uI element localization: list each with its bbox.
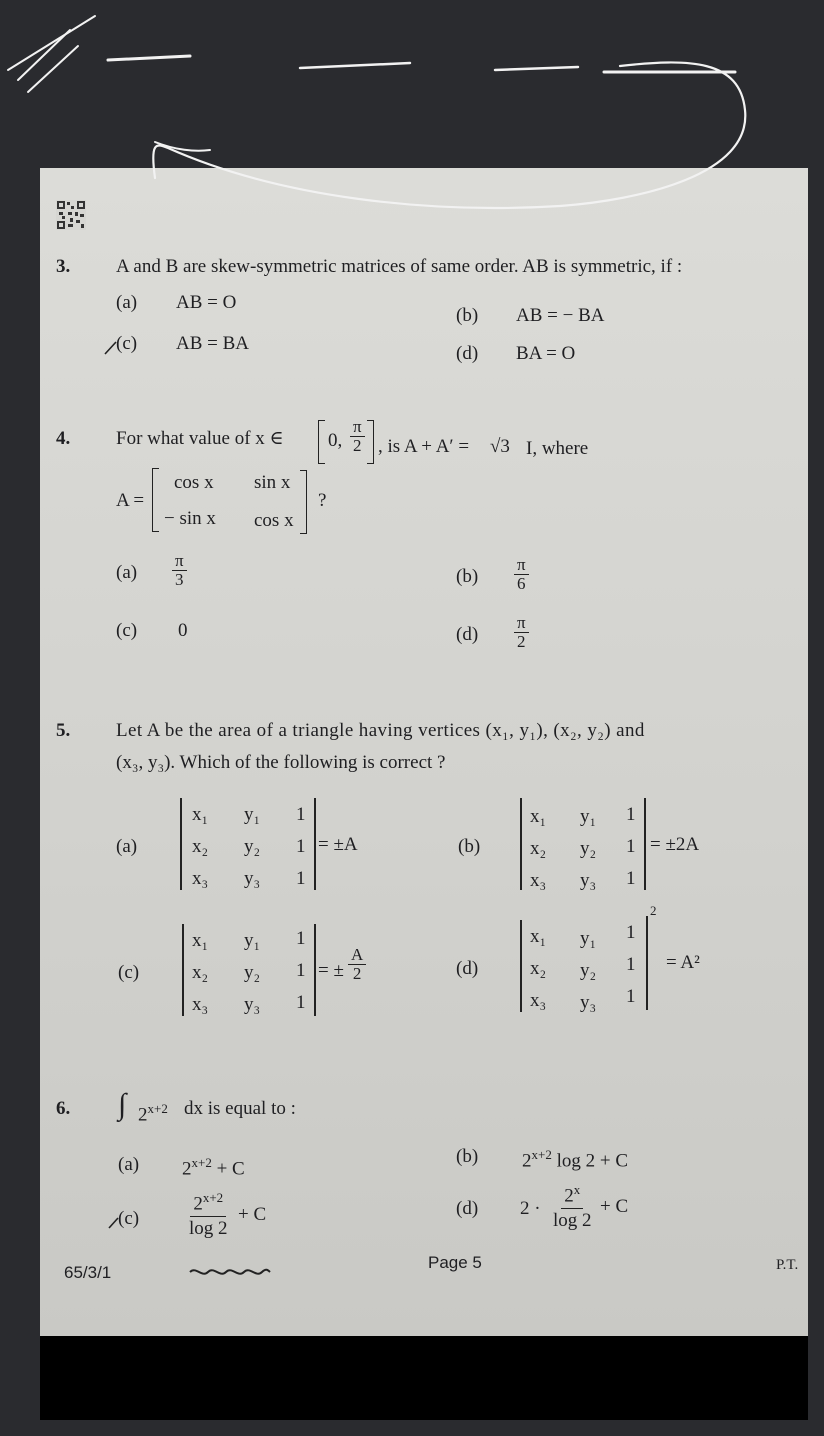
sqrt-three: √3 bbox=[490, 436, 510, 457]
det-cell: 1 bbox=[626, 836, 636, 857]
paper-code: 65/3/1 bbox=[64, 1263, 112, 1282]
det-cell: 1 bbox=[296, 836, 306, 857]
det-cell: 1 bbox=[296, 992, 306, 1013]
please-turn-over: P.T. bbox=[776, 1257, 799, 1273]
option-prefix: 2 · bbox=[520, 1198, 541, 1219]
det-cell: x₃ bbox=[192, 868, 209, 889]
det-cell: y₂ bbox=[580, 838, 597, 859]
det-cell: x₂ bbox=[530, 838, 547, 859]
det-cell: x₃ bbox=[530, 990, 547, 1011]
option-base: 2 bbox=[522, 1150, 532, 1172]
option-text: 0 bbox=[178, 620, 188, 641]
determinant-bar bbox=[314, 798, 316, 890]
det-cell: 1 bbox=[626, 868, 636, 889]
option-label: (b) bbox=[458, 836, 481, 857]
det-cell: 1 bbox=[626, 986, 636, 1007]
option-text bbox=[522, 1144, 628, 1172]
option-label: (d) bbox=[456, 624, 479, 645]
determinant-bar bbox=[314, 924, 316, 1016]
option-label: (b) bbox=[456, 1146, 479, 1167]
det-cell: 1 bbox=[296, 960, 306, 981]
determinant-bar bbox=[182, 924, 184, 1016]
pen-tick-mark bbox=[104, 340, 118, 356]
fraction-numerator: π bbox=[350, 418, 365, 437]
integral-sign: ∫ bbox=[118, 1088, 127, 1121]
integrand-exponent: x+2 bbox=[147, 1101, 168, 1116]
option-fraction bbox=[172, 552, 187, 589]
option-fraction bbox=[514, 614, 529, 651]
option-text: AB = − BA bbox=[516, 305, 605, 326]
fraction-numerator: π bbox=[514, 556, 529, 575]
fraction-denominator: 2 bbox=[517, 632, 526, 651]
matrix-cell: cos x bbox=[174, 472, 214, 493]
option-label: (d) bbox=[456, 343, 479, 364]
option-text: AB = BA bbox=[176, 333, 250, 354]
option-label: (c) bbox=[116, 333, 138, 354]
determinant-bar bbox=[180, 798, 182, 890]
option-exponent: x+2 bbox=[531, 1147, 552, 1162]
fraction-denominator: 2 bbox=[353, 436, 362, 455]
option-fraction bbox=[186, 1186, 231, 1241]
fraction-numerator bbox=[190, 1186, 226, 1217]
interval-end-fraction bbox=[350, 418, 365, 455]
option-label: (c) bbox=[118, 962, 140, 983]
det-cell: x₁ bbox=[530, 926, 547, 947]
option-label: (a) bbox=[118, 1154, 140, 1175]
option-label: (c) bbox=[118, 1208, 140, 1229]
question-text: Let A be the area of a triangle having vertices (x₁, y₁), (x₂, y₂) and bbox=[116, 720, 645, 741]
fraction-numerator-base: 2 bbox=[564, 1185, 574, 1207]
det-cell: x₁ bbox=[192, 804, 209, 825]
option-label: (c) bbox=[116, 620, 138, 641]
matrix-label: A = bbox=[116, 490, 145, 511]
det-cell: 1 bbox=[626, 954, 636, 975]
option-label: (d) bbox=[456, 958, 479, 979]
matrix-left-bracket bbox=[152, 468, 159, 532]
option-label: (d) bbox=[456, 1198, 479, 1219]
matrix-cell: sin x bbox=[254, 472, 291, 493]
det-cell: y₂ bbox=[244, 962, 261, 983]
interval-start: 0, bbox=[328, 430, 343, 451]
det-cell: x₃ bbox=[192, 994, 209, 1015]
option-tail: + C bbox=[211, 1158, 245, 1180]
option-base: 2 bbox=[182, 1158, 192, 1180]
det-cell: x₂ bbox=[530, 958, 547, 979]
fraction-denominator: 3 bbox=[175, 570, 184, 589]
det-cell: y₃ bbox=[580, 992, 597, 1013]
question-text: (x₃, y₃). Which of the following is correct ? bbox=[116, 752, 446, 773]
det-cell: x₂ bbox=[192, 836, 209, 857]
det-cell: y₃ bbox=[244, 868, 261, 889]
wavy-ornament bbox=[188, 1264, 272, 1278]
det-cell: y₃ bbox=[244, 994, 261, 1015]
det-cell: x₃ bbox=[530, 870, 547, 891]
option-text: AB = O bbox=[176, 292, 237, 313]
interval-right-bracket bbox=[367, 420, 374, 464]
option-label: (b) bbox=[456, 305, 479, 326]
option-fraction bbox=[550, 1178, 595, 1233]
question-text: dx is equal to : bbox=[184, 1098, 296, 1119]
option-tail: log 2 + C bbox=[551, 1150, 629, 1172]
fraction-numerator-exponent: x bbox=[573, 1182, 581, 1197]
page-number: Page 5 bbox=[428, 1253, 482, 1272]
det-cell: y₁ bbox=[580, 928, 597, 949]
pen-tick-mark bbox=[108, 1214, 120, 1230]
integrand bbox=[138, 1098, 168, 1126]
matrix-cell: cos x bbox=[254, 510, 294, 531]
option-fraction bbox=[348, 946, 366, 983]
qr-code bbox=[56, 200, 86, 230]
det-cell: 1 bbox=[296, 868, 306, 889]
option-tail: + C bbox=[600, 1196, 629, 1217]
det-cell: 1 bbox=[296, 928, 306, 949]
det-cell: y₁ bbox=[244, 930, 261, 951]
determinant-bar bbox=[520, 798, 522, 890]
fraction-numerator: π bbox=[172, 552, 187, 571]
option-fraction bbox=[514, 556, 529, 593]
option-label: (a) bbox=[116, 292, 138, 313]
det-cell: 1 bbox=[626, 922, 636, 943]
fraction-denominator: log 2 bbox=[189, 1218, 228, 1240]
matrix-cell: − sin x bbox=[164, 508, 216, 529]
det-cell: x₂ bbox=[192, 962, 209, 983]
question-number: 5. bbox=[56, 720, 71, 741]
det-cell: x₁ bbox=[530, 806, 547, 827]
fraction-denominator: 2 bbox=[352, 964, 362, 983]
fraction-numerator: A bbox=[348, 946, 366, 965]
option-tail: + C bbox=[238, 1204, 267, 1225]
option-label: (b) bbox=[456, 566, 479, 587]
option-rhs: = ±A bbox=[318, 834, 358, 855]
fraction-numerator-exponent: x+2 bbox=[202, 1190, 224, 1205]
determinant-bar bbox=[646, 916, 648, 1010]
det-cell: y₂ bbox=[244, 836, 261, 857]
black-bottom-band bbox=[40, 1336, 808, 1420]
integrand-base: 2 bbox=[138, 1104, 148, 1126]
det-cell: 1 bbox=[626, 804, 636, 825]
matrix-right-bracket bbox=[300, 470, 307, 534]
det-cell: x₁ bbox=[192, 930, 209, 951]
det-cell: y₂ bbox=[580, 960, 597, 981]
fraction-numerator-base: 2 bbox=[193, 1193, 203, 1215]
option-text bbox=[182, 1152, 245, 1180]
option-text: BA = O bbox=[516, 343, 576, 364]
question-number: 6. bbox=[56, 1098, 71, 1119]
det-cell: y₁ bbox=[580, 806, 597, 827]
option-label: (a) bbox=[116, 836, 138, 857]
determinant-bar bbox=[520, 920, 522, 1012]
question-text: A and B are skew-symmetric matrices of same order. AB is symmetric, if : bbox=[116, 256, 683, 277]
question-number: 3. bbox=[56, 256, 71, 277]
determinant-square-exponent: 2 bbox=[650, 903, 657, 918]
det-cell: y₃ bbox=[580, 870, 597, 891]
option-rhs: = ±2A bbox=[650, 834, 700, 855]
det-cell: y₁ bbox=[244, 804, 261, 825]
determinant-bar bbox=[644, 798, 646, 890]
option-rhs: = A² bbox=[666, 952, 700, 973]
fraction-numerator: π bbox=[514, 614, 529, 633]
handwritten-annotation bbox=[0, 0, 824, 230]
question-mark: ? bbox=[318, 490, 327, 511]
fraction-denominator: log 2 bbox=[553, 1210, 592, 1232]
fraction-numerator bbox=[561, 1178, 583, 1209]
question-text-middle: , is A + A′ = bbox=[378, 436, 470, 457]
question-text-suffix: I, where bbox=[526, 438, 589, 459]
option-rhs: = ± bbox=[318, 960, 344, 981]
option-exponent: x+2 bbox=[191, 1155, 212, 1170]
fraction-denominator: 6 bbox=[517, 574, 526, 593]
interval-left-bracket bbox=[318, 420, 325, 464]
question-number: 4. bbox=[56, 428, 71, 449]
option-label: (a) bbox=[116, 562, 138, 583]
det-cell: 1 bbox=[296, 804, 306, 825]
question-text-prefix: For what value of x ∈ bbox=[116, 428, 284, 449]
